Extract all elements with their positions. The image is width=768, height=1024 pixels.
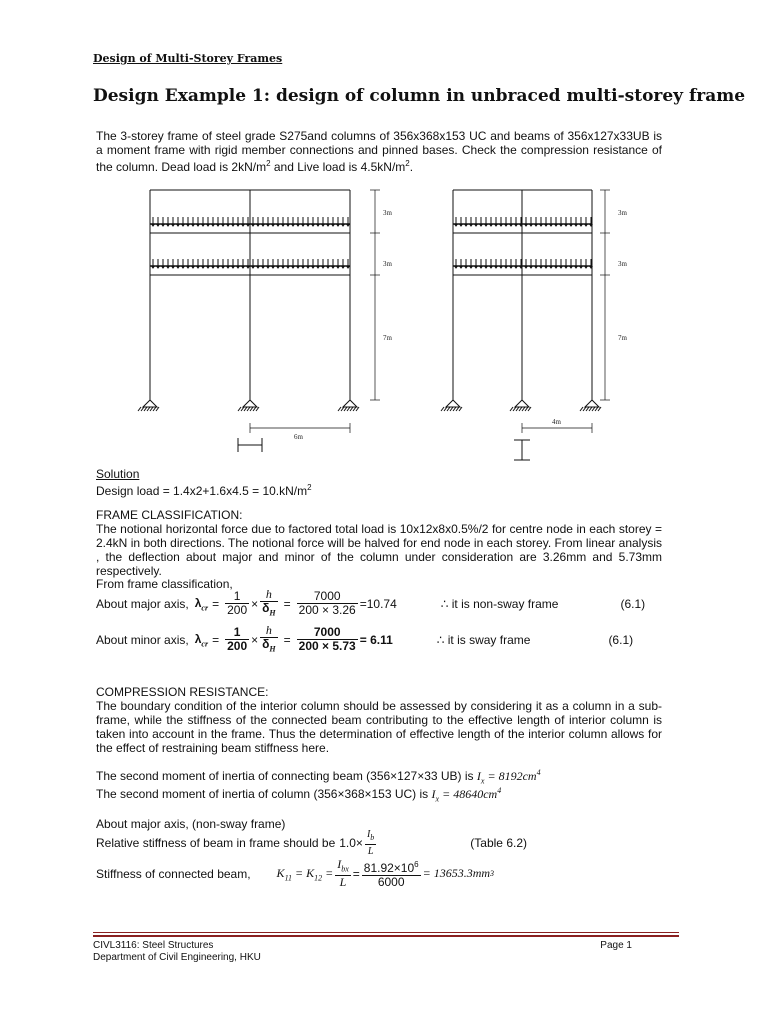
support-hatch xyxy=(153,407,156,411)
intro-text-2: and Live load is 4.5kN/m xyxy=(270,160,406,174)
relative-stiffness-line: Relative stiffness of beam in frame should be 1.0× $\frac{I_b}{L}$ (Table 6.2) xyxy=(96,829,527,857)
intro-text-1: The 3-storey frame of steel grade S275and columns of 356x368x153 UC and beams of 356x127x33UB is a moment frame with rigid member connections and pinned bases. Check the compression resistance of the column. Dead load is 2kN/m xyxy=(96,129,662,174)
major-frac-1: $\frac{1}{200}$ xyxy=(227,589,248,618)
support-hatch xyxy=(583,407,586,411)
footer-rule-thick xyxy=(93,935,679,937)
running-header: Design of Multi-Storey Frames xyxy=(93,52,283,65)
support-hatch xyxy=(444,407,447,411)
right-span: 4m xyxy=(552,418,561,426)
frame-classification-from: From frame classification, xyxy=(96,577,233,591)
support-hatch xyxy=(338,407,341,411)
minor-conclusion: ∴ it is sway frame xyxy=(436,632,531,647)
pinned-support xyxy=(446,400,460,407)
minor-frac-1: $\frac{1}{200}$ xyxy=(227,625,248,654)
support-hatch xyxy=(241,407,244,411)
footer-page-number: Page 1 xyxy=(600,940,632,951)
right-dim-3: 7m xyxy=(618,334,627,342)
major-frac-3: $\frac{7000}{200 \times 3.26}$ xyxy=(298,589,356,618)
design-load-exp: 2 xyxy=(307,483,312,492)
left-span: 6m xyxy=(294,433,303,441)
support-hatch xyxy=(441,407,444,411)
k-value-fraction: $\frac{81.92\times 10^6}{6000}$ xyxy=(363,860,419,890)
pinned-support xyxy=(343,400,357,407)
support-hatch xyxy=(456,407,459,411)
support-hatch xyxy=(522,407,525,411)
pinned-support xyxy=(585,400,599,407)
right-frame xyxy=(453,190,610,460)
minor-ref: (6.1) xyxy=(608,632,634,647)
compression-paragraph: The boundary condition of the interior column should be assessed by considering it as a column in a sub-frame, while the stiffness of the connected beam contributing to the effective length of interior column is taken into account in the frame. Thus the determination of effective length of the interior column allows for the effect of restraining beam stiffness here. xyxy=(96,699,662,755)
major-result: =10.74 xyxy=(359,596,397,611)
major-axis-nonsway: About major axis, (non-sway frame) xyxy=(96,817,286,831)
left-frame xyxy=(150,190,380,452)
major-conclusion: ∴ it is non-sway frame xyxy=(440,596,559,611)
support-hatch xyxy=(256,407,259,411)
minor-axis-label: About minor axis, xyxy=(96,632,189,647)
support-hatch xyxy=(525,407,528,411)
intro-exp-1: 2 xyxy=(266,159,271,168)
intro-text-3: . xyxy=(409,160,414,174)
support-hatch xyxy=(238,407,241,411)
right-dim-2: 3m xyxy=(618,260,627,268)
support-hatch xyxy=(244,407,247,411)
left-dim-1: 3m xyxy=(383,209,392,217)
frame-classification-paragraph: The notional horizontal force due to factored total load is 10x12x8x0.5%/2 for centre node in each storey = 2.4kN in both directions. The notional force will be halved for end node in each storey. From linear analysis , the deflection about major and minor of the column under consideration are 3.26mm and 5.73mm respectively. xyxy=(96,522,662,578)
support-hatch xyxy=(353,407,356,411)
support-hatch xyxy=(595,407,598,411)
left-dim-2: 3m xyxy=(383,260,392,268)
support-hatch xyxy=(356,407,359,411)
support-hatch xyxy=(580,407,583,411)
left-dim-3: 7m xyxy=(383,334,392,342)
beam-inertia-line: The second moment of inertia of connecting beam (356×127×33 UB) is $I_x = 8192cm^4$ xyxy=(96,768,541,786)
rs-fraction: $\frac{I_b}{L}$ xyxy=(366,829,375,857)
support-hatch xyxy=(144,407,147,411)
major-ref: (6.1) xyxy=(620,596,646,611)
major-axis-label: About major axis, xyxy=(96,596,189,611)
right-dim-1: 3m xyxy=(618,209,627,217)
footer-department: Department of Civil Engineering, HKU xyxy=(93,952,261,963)
support-hatch xyxy=(341,407,344,411)
support-hatch xyxy=(150,407,153,411)
support-hatch xyxy=(598,407,601,411)
support-hatch xyxy=(347,407,350,411)
support-hatch xyxy=(528,407,531,411)
support-hatch xyxy=(510,407,513,411)
support-hatch xyxy=(250,407,253,411)
support-hatch xyxy=(516,407,519,411)
footer-left xyxy=(93,940,261,964)
support-hatch xyxy=(586,407,589,411)
support-hatch xyxy=(350,407,353,411)
pinned-support xyxy=(515,400,529,407)
rs-ref: (Table 6.2) xyxy=(470,836,527,850)
minor-result: = 6.11 xyxy=(359,632,393,647)
support-hatch xyxy=(447,407,450,411)
stiffness-line: Stiffness of connected beam, $K_{11} = K_{12}$ = $\frac{I_{bx}}{L}$ = $\frac{81.92\times 10^6}{6000}$ = 13653.3mm 3 xyxy=(96,857,495,890)
pinned-support xyxy=(243,400,257,407)
solution-heading: Solution xyxy=(96,467,140,481)
support-hatch xyxy=(519,407,522,411)
design-load xyxy=(96,481,312,498)
support-hatch xyxy=(513,407,516,411)
support-hatch xyxy=(253,407,256,411)
major-lambda: $\lambda_{cr}$ xyxy=(194,595,209,612)
intro-exp-2: 2 xyxy=(405,159,410,168)
frame-figure xyxy=(0,0,768,470)
support-hatch xyxy=(453,407,456,411)
minor-axis-equation: About minor axis, $\lambda_{cr}$ = $\frac{1}{200}$ × $\frac{h}{\delta_H}$ = $\frac{7000}{200 \times 5.73}$ = 6.11 ∴ it is sway frame (6.1) xyxy=(96,623,634,654)
page-title: Design Example 1: design of column in unbraced multi-storey frame xyxy=(93,86,746,106)
support-hatch xyxy=(459,407,462,411)
support-hatch xyxy=(138,407,141,411)
k-fraction: $\frac{I_{bx}}{L}$ xyxy=(337,857,349,890)
minor-frac-3: $\frac{7000}{200 \times 5.73}$ xyxy=(298,625,356,654)
major-frac-2: $\frac{h}{\delta_H}$ xyxy=(262,587,276,618)
design-load-text: Design load = 1.4x2+1.6x4.5 = 10.kN/m xyxy=(96,484,308,498)
support-hatch xyxy=(141,407,144,411)
support-hatch xyxy=(156,407,159,411)
footer-rule-thin xyxy=(93,932,679,933)
minor-frac-2: $\frac{h}{\delta_H}$ xyxy=(262,623,276,654)
compression-heading: COMPRESSION RESISTANCE: xyxy=(96,685,269,699)
column-inertia-line: The second moment of inertia of column (356×368×153 UC) is $I_x = 48640cm^4$ xyxy=(96,786,502,804)
support-hatch xyxy=(450,407,453,411)
footer-course: CIVL3116: Steel Structures xyxy=(93,940,214,951)
support-hatch xyxy=(589,407,592,411)
support-hatch xyxy=(592,407,595,411)
pinned-support xyxy=(143,400,157,407)
major-axis-equation: About major axis, $\lambda_{cr}$ = $\frac{1}{200}$ × $\frac{h}{\delta_H}$ = $\frac{7000}{200 \times 3.26}$ =10.74 ∴ it is non-sway frame (6.1) xyxy=(96,587,646,618)
frame-classification-heading: FRAME CLASSIFICATION: xyxy=(96,508,243,522)
support-hatch xyxy=(344,407,347,411)
support-hatch xyxy=(247,407,250,411)
support-hatch xyxy=(147,407,150,411)
minor-lambda: $\lambda_{cr}$ xyxy=(194,631,209,648)
